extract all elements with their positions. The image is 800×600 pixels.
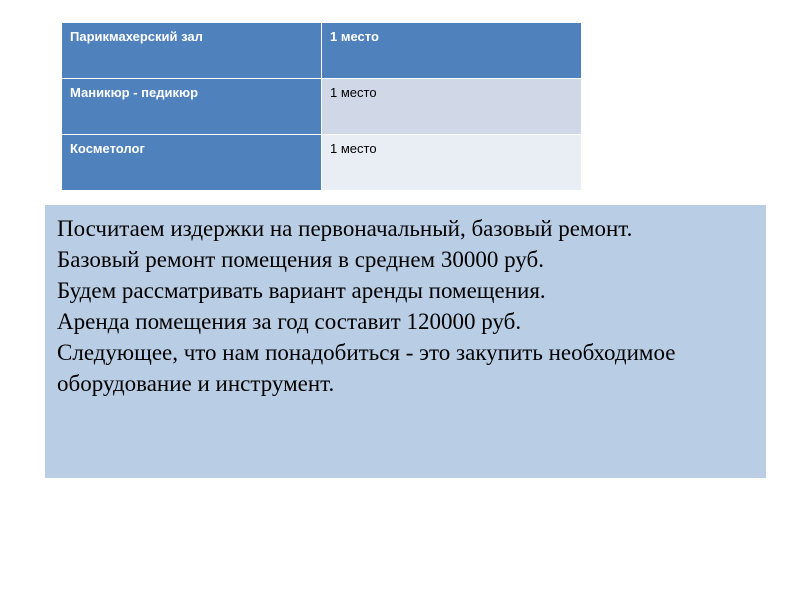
table-cell-room-name: Маникюр - педикюр [62,79,322,135]
text-line: Следующее, что нам понадобиться - это закупить необходимое оборудование и инструмент. [57,340,676,396]
table-cell-room-name: Парикмахерский зал [62,23,322,79]
text-line: Аренда помещения за год составит 120000 руб. [57,309,522,334]
table-cell-seats: 1 место [322,79,582,135]
cost-description-textbox [45,205,766,478]
table-cell-room-name: Косметолог [62,135,322,191]
table-row [62,135,582,191]
text-line: Базовый ремонт помещения в среднем 30000 руб. [57,247,544,272]
table-cell-seats: 1 место [322,23,582,79]
table-row [62,79,582,135]
text-line: Будем рассматривать вариант аренды помещения. [57,278,546,303]
table-row [62,23,582,79]
text-line: Посчитаем издержки на первоначальный, базовый ремонт. [57,216,633,241]
table-cell-seats: 1 место [322,135,582,191]
rooms-table [61,22,582,191]
